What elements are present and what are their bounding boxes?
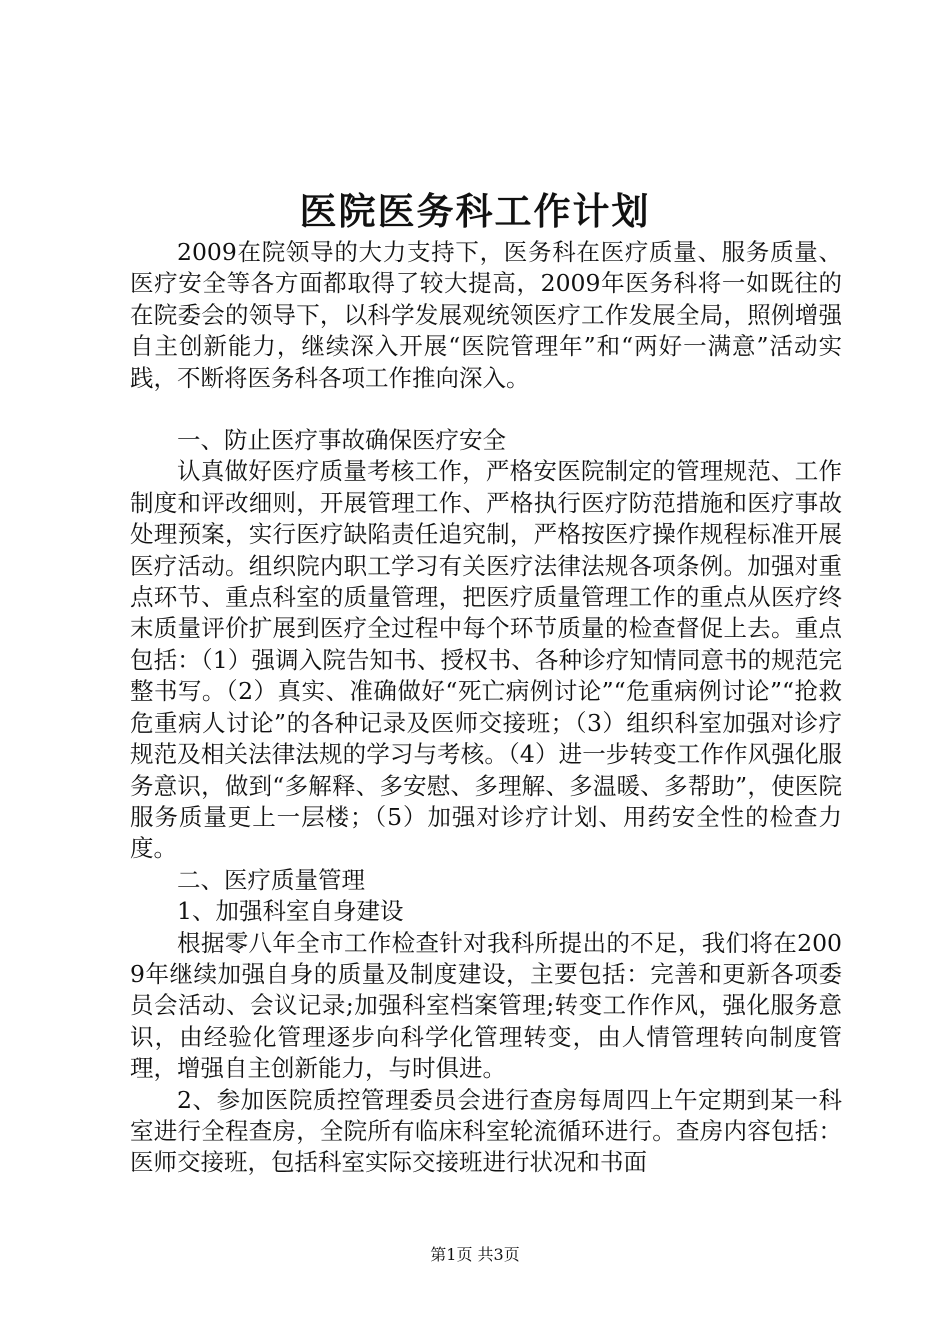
- paragraph-subsection-1: 根据零八年全市工作检查针对我科所提出的不足，我们将在2009年继续加强自身的质量及制度建设，主要包括：完善和更新各项委员会活动、会议记录;加强科室档案管理;转变工作作风，强化服务意识，由经验化管理逐步向科学化管理转变，由人情管理转向制度管理，增强自主创新能力，与时俱进。: [130, 928, 842, 1083]
- document-title: 医院医务科工作计划: [299, 189, 651, 233]
- page-number: 第1页 共3页: [430, 1245, 520, 1264]
- document-body: [130, 237, 842, 1179]
- paragraph-intro: 2009在院领导的大力支持下，医务科在医疗质量、服务质量、医疗安全等各方面都取得了较大提高，2009年医务科将一如既往的在院委会的领导下，以科学发展观统领医疗工作发展全局，照例增强自主创新能力，继续深入开展“医院管理年”和“两好一满意”活动实践，不断将医务科各项工作推向深入。: [130, 238, 842, 392]
- section-heading-2: 二、医疗质量管理: [177, 865, 365, 894]
- subsection-heading-1: 1、加强科室自身建设: [177, 897, 404, 926]
- paragraph-section-1: 认真做好医疗质量考核工作，严格安医院制定的管理规范、工作制度和评改细则，开展管理工作、严格执行医疗防范措施和医疗事故处理预案，实行医疗缺陷责任追究制，严格按医疗操作规程标准开展医疗活动。组织院内职工学习有关医疗法律法规各项条例。加强对重点环节、重点科室的质量管理，把医疗质量管理工作的重点从医疗终末质量评价扩展到医疗全过程中每个环节质量的检查督促上去。重点包括：（1）强调入院告知书、授权书、各种诊疗知情同意书的规范完整书写。（2）真实、准确做好“死亡病例讨论”“危重病例讨论”“抢救危重病人讨论”的各种记录及医师交接班；（3）组织科室加强对诊疗规范及相关法律法规的学习与考核。（4）进一步转变工作作风强化服务意识，做到“多解释、多安慰、多理解、多温暖、多帮助”，使医院服务质量更上一层楼；（5）加强对诊疗计划、用药安全性的检查力度。: [130, 457, 842, 863]
- section-heading-1: 一、防止医疗事故确保医疗安全: [177, 426, 506, 455]
- paragraph-subsection-2: 2、参加医院质控管理委员会进行查房每周四上午定期到某一科室进行全程查房，全院所有临床科室轮流循环进行。查房内容包括：医师交接班，包括科室实际交接班进行状况和书面: [130, 1085, 842, 1177]
